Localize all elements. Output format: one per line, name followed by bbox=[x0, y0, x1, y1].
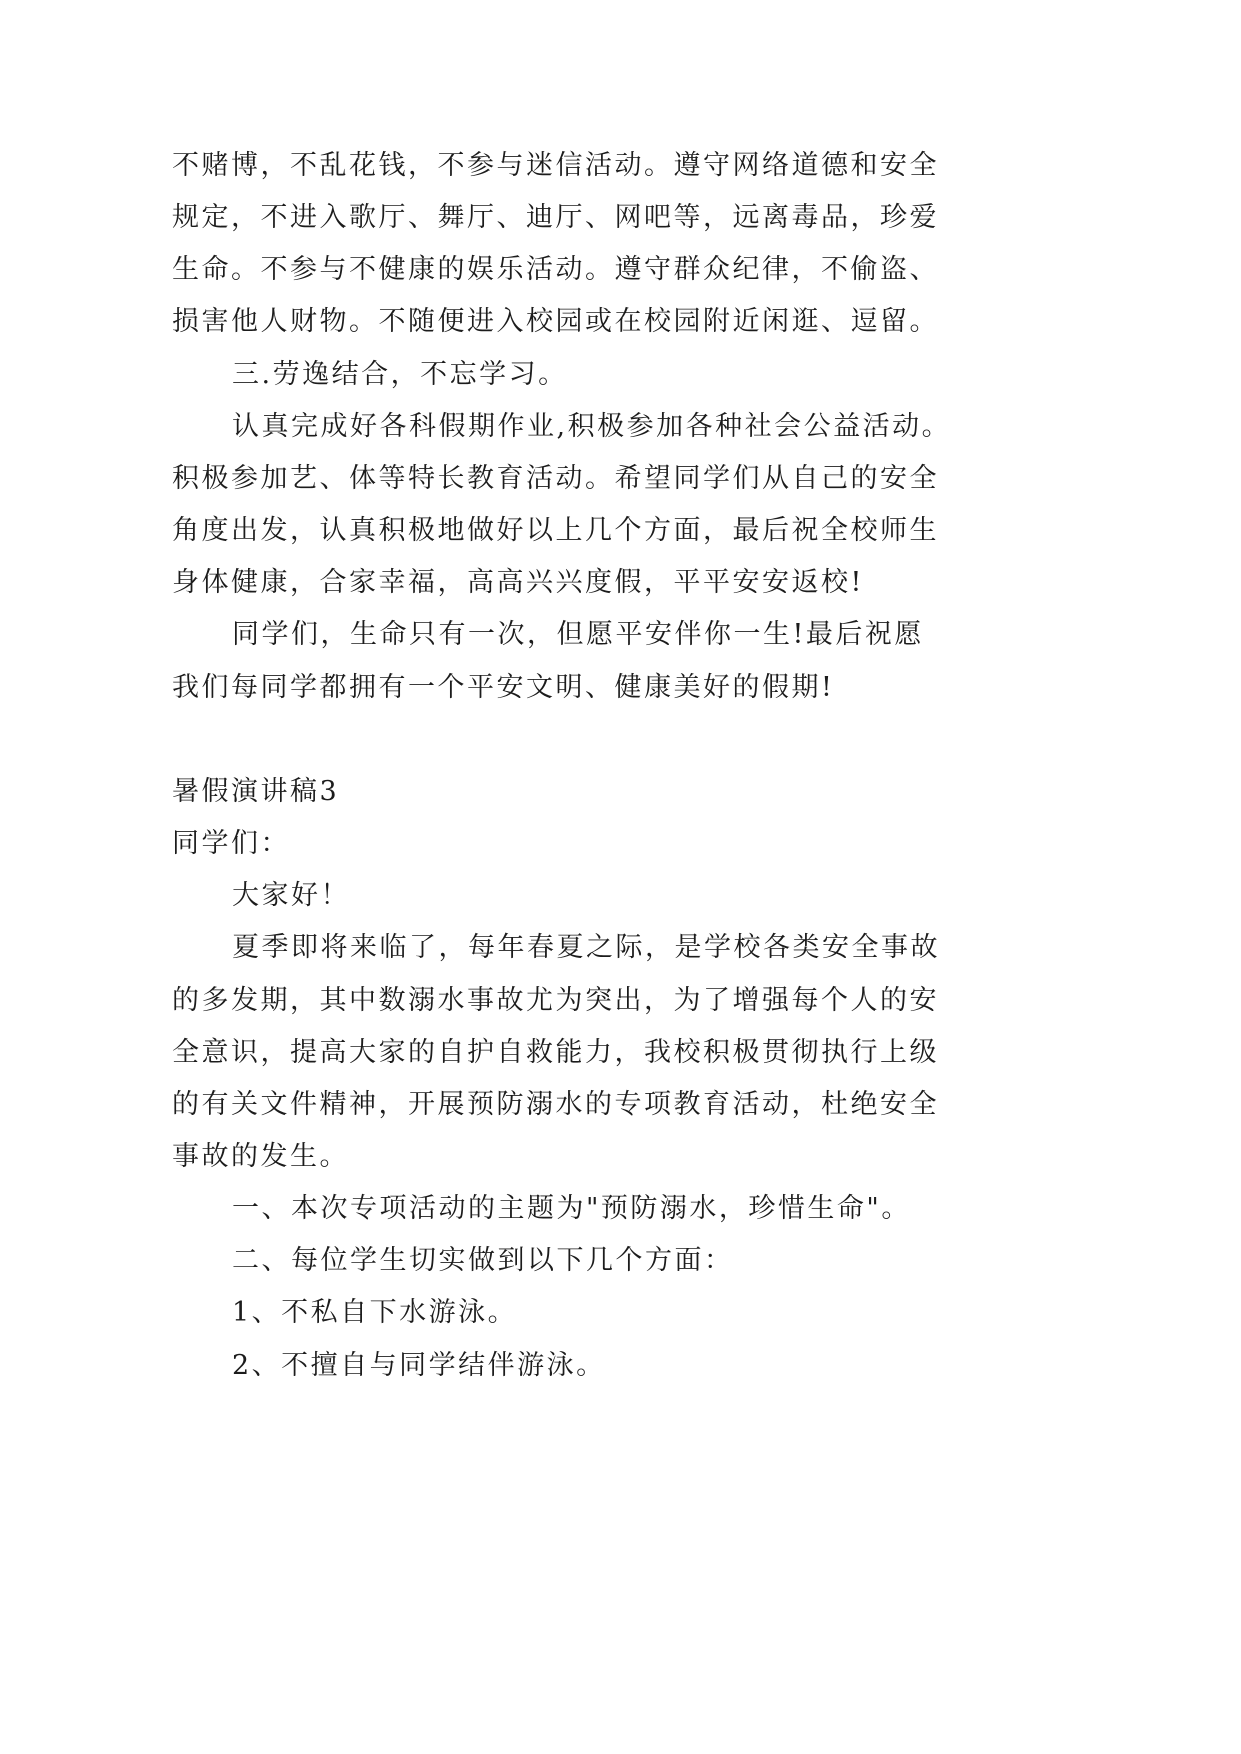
closing-line: 我们每同学都拥有一个平安文明、健康美好的假期! bbox=[172, 671, 835, 703]
paragraph-line: 损害他人财物。不随便进入校园或在校园附近闲逛、逗留。 bbox=[172, 306, 939, 338]
paragraph-line: 的多发期，其中数溺水事故尤为突出，为了增强每个人的安 bbox=[172, 984, 939, 1016]
speech-title: 暑假演讲稿3 bbox=[172, 775, 340, 807]
paragraph-line: 积极参加艺、体等特长教育活动。希望同学们从自己的安全 bbox=[172, 462, 939, 494]
section-heading: 三.劳逸结合，不忘学习。 bbox=[232, 358, 568, 390]
list-item: 二、每位学生切实做到以下几个方面： bbox=[232, 1245, 734, 1277]
list-item: 一、本次专项活动的主题为"预防溺水，珍惜生命"。 bbox=[232, 1193, 911, 1225]
paragraph-line: 夏季即将来临了，每年春夏之际，是学校各类安全事故 bbox=[232, 932, 940, 964]
paragraph-line: 生命。不参与不健康的娱乐活动。遵守群众纪律，不偷盗、 bbox=[172, 254, 939, 286]
salutation: 同学们： bbox=[172, 828, 290, 860]
paragraph-line: 认真完成好各科假期作业,积极参加各种社会公益活动。 bbox=[232, 410, 952, 442]
list-item: 2、不擅自与同学结伴游泳。 bbox=[232, 1349, 606, 1381]
list-item: 1、不私自下水游泳。 bbox=[232, 1297, 518, 1329]
paragraph-line: 角度出发，认真积极地做好以上几个方面，最后祝全校师生 bbox=[172, 515, 939, 547]
paragraph-line: 身体健康，合家幸福，高高兴兴度假，平平安安返校! bbox=[172, 567, 864, 599]
paragraph-line: 事故的发生。 bbox=[172, 1140, 349, 1172]
document-body bbox=[172, 140, 1072, 1392]
paragraph-line: 全意识，提高大家的自护自救能力，我校积极贯彻执行上级 bbox=[172, 1036, 939, 1068]
blank-line bbox=[172, 714, 1072, 766]
paragraph-line: 规定，不进入歌厅、舞厅、迪厅、网吧等，远离毒品，珍爱 bbox=[172, 202, 939, 234]
paragraph-line: 的有关文件精神，开展预防溺水的专项教育活动，杜绝安全 bbox=[172, 1088, 939, 1120]
greeting: 大家好！ bbox=[232, 880, 350, 912]
closing-line: 同学们，生命只有一次，但愿平安伴你一生!最后祝愿 bbox=[232, 619, 924, 651]
paragraph-line: 不赌博，不乱花钱，不参与迷信活动。遵守网络道德和安全 bbox=[172, 150, 939, 181]
